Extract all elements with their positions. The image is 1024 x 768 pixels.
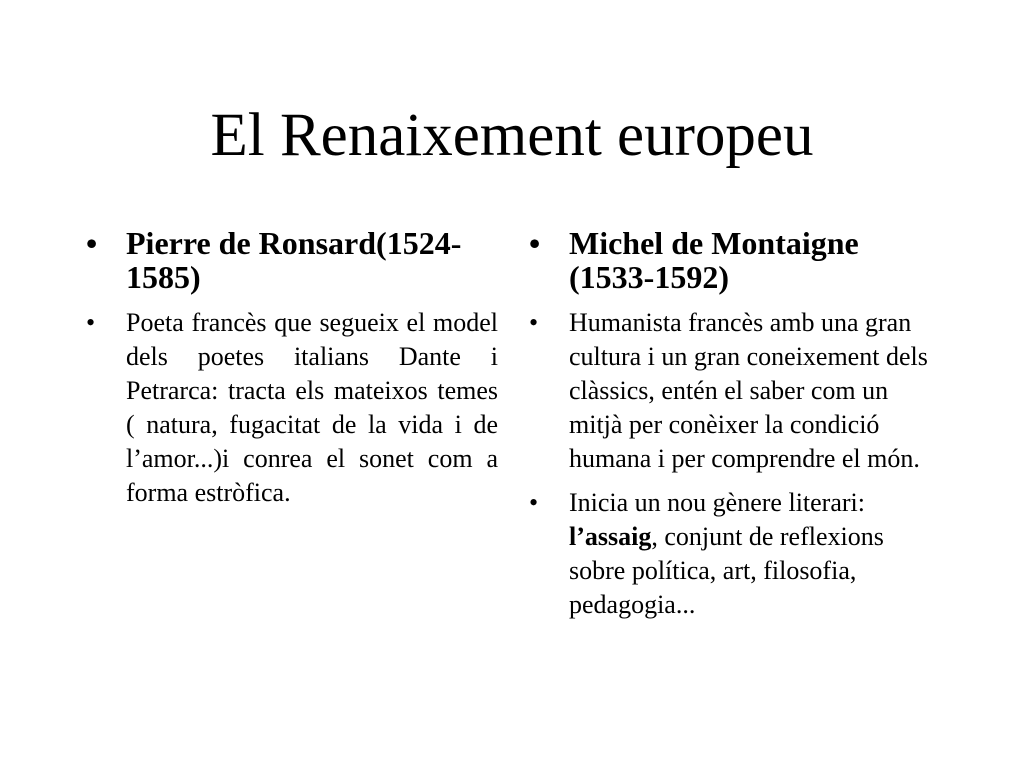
bullet-icon: • [86,225,98,261]
essay-suffix: , conjunt de reflexions sobre política, art, filosofia, pedagogia... [569,522,884,619]
left-column [86,226,498,520]
right-column [529,226,939,632]
bullet-icon: • [529,308,539,337]
montaigne-description: Humanista francès amb una gran cultura i un gran coneixement dels clàssics, entén el saber com un mitjà per conèixer la condició humana i per comprendre el món. [569,308,928,473]
montaigne-heading-item [529,226,939,294]
slide-title: El Renaixement europeu [210,102,814,169]
bullet-icon: • [86,308,96,337]
essay-term: l’assaig [569,522,652,551]
bullet-icon: • [529,488,539,517]
right-bullet-list [529,226,939,622]
montaigne-essay-item [529,486,939,622]
ronsard-description: Poeta francès que segueix el model dels poetes italians Dante i Petrarca: tracta els mateixos temes ( natura, fugacitat de la vida i de l’amor...)i conrea el sonet com a forma estròfica. [126,308,498,507]
ronsard-description-item [86,306,498,510]
essay-prefix: Inicia un nou gènere literari: [569,488,865,517]
montaigne-description-item [529,306,939,476]
montaigne-essay-text [569,486,939,622]
montaigne-heading: Michel de Montaigne (1533-1592) [569,225,859,295]
ronsard-heading: Pierre de Ronsard(1524-1585) [126,225,462,295]
left-bullet-list [86,226,498,510]
bullet-icon: • [529,225,541,261]
ronsard-heading-item [86,226,498,294]
